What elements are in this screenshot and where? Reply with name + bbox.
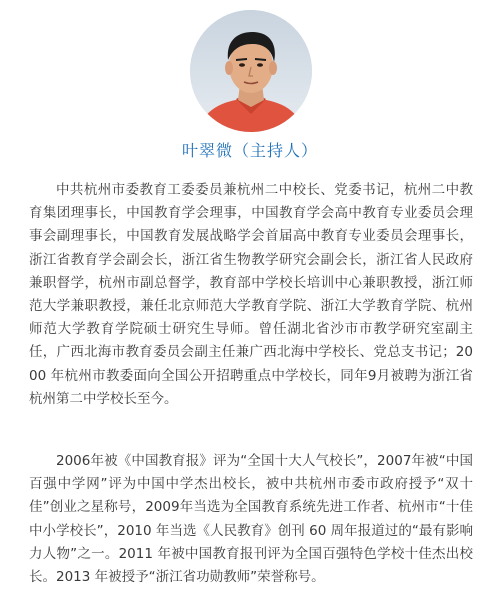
host-name: 叶翠微（主持人） (181, 141, 318, 160)
portrait-image (190, 10, 312, 132)
bio-paragraph-1: 中共杭州市委教育工委委员兼杭州二中校长、党委书记，杭州二中教育集团理事长，中国教育学会理事，中国教育学会高中教育专业委员会理事会副理事长，中国教育发展战略学会首届高中教育专业委员会理事长，浙江省教育学会副会长，浙江省生物教学研究会副会长，浙江省人民政府兼职督学，杭州市副总督学，教育部中学校长培训中心兼职教授，浙江师范大学兼职教授，兼任北京师范大学教育学院、浙江大学教育学院、杭州师范大学教育学院硕士研究生导师。曾任湖北省沙市市教学研究室副主任，广西北海市教育委员会副主任兼广西北海中学校长、党总支书记；2000 年杭州市教委面向全国公开招聘重点中学校长，同年9月被聘为浙江省杭州第二中学校长至今。 (29, 182, 473, 407)
bio-paragraph-2: 2006年被《中国教育报》评为“全国十大人气校长”，2007年被“中国百强中学网”评为中国中学杰出校长，被中共杭州市委市政府授予“双十佳”创业之星称号，2009年当选为全国教育系统先进工作者、杭州市“十佳中小学校长”，2010 年当选《人民教育》创刊 60 周年报道过的“最有影响力人物”之一。2011 年被中国教育报刊评为全国百强特色学校十佳杰出校长。2013 年被授予“浙江省功勋教师”荣誉称号。 (29, 453, 473, 586)
avatar (190, 10, 312, 132)
